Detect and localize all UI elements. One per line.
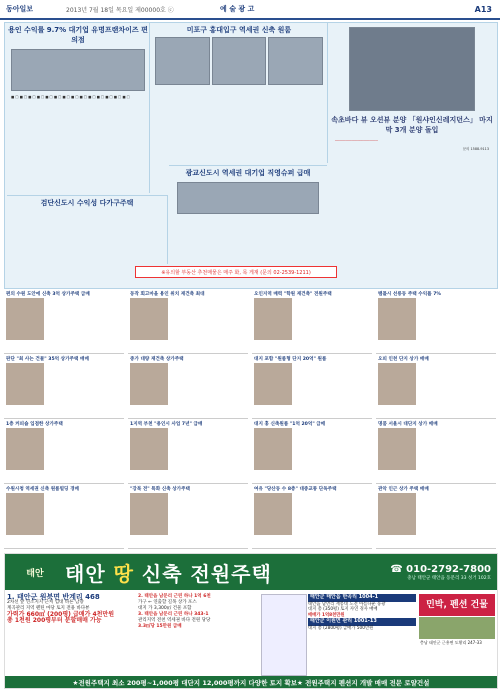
list-item: 뱀틀시 선릉동 주택 수익률 7% xyxy=(376,290,496,354)
issue-date: 2013년 7월 18일 목요일 제00000호 ⓒ xyxy=(66,6,174,14)
ad-headline: 태안 땅 신축 전원주택 xyxy=(65,561,272,586)
photo xyxy=(177,182,319,214)
paper-logo: 동아일보 xyxy=(6,5,34,13)
photo xyxy=(254,493,292,535)
list-item: 여유 "당산동 수 8층" 대중교통 단독주택 xyxy=(252,485,372,549)
masthead xyxy=(0,0,500,20)
location-map xyxy=(261,594,307,676)
featured-box-1-title: 용인 수익률 9.7% 대기업 유명프랜차이즈 편의점 xyxy=(8,26,148,44)
photo xyxy=(254,428,292,470)
list-item: 대지 포함 "원룸형 단지 20억" 원룸 xyxy=(252,355,372,419)
featured-box-2-title: 미포구 홍대입구 역세권 신축 원룸 xyxy=(186,26,292,34)
ad-offer-3: 태안군 태안읍 반곡리 1004-1 태안읍 남면리 재봉대 도전 아름다운 풍광 대지 총 (350평) 토지 자연 경사 매매 매매가 1억8천만원 태안군 이원면 관리 1001-13 대지 총 (2800평) 급매가 500만원 xyxy=(308,594,416,674)
body-text: ■ □ ■ □ ■ □ ■ □ ■ □ ■ □ ■ □ ■ □ ■ □ ■ □ ■ □ ■ □ ■ □ ■ □ xyxy=(11,95,130,99)
pension-location: 충남 태안군 근흥면 도황리 247-33 xyxy=(420,640,482,645)
list-item: 관악 인근 상가 주택 매매 xyxy=(376,485,496,549)
ad-offer-2: 2. 태안읍 남문리 근린 하나 1억 6천 가구 ← 연출할 길목 상가 포스 대지 가 3,300㎡ 건물 포함 3. 태안읍 남문리 근린 하나 343-1 관리지역 전천 역세권 바다 전원 당당 3.3㎡당 15만원 급매 xyxy=(138,594,211,629)
photo xyxy=(155,37,210,85)
list-item: "강북 전" 특화 신축 상가주택 xyxy=(128,485,248,549)
photo xyxy=(6,298,44,340)
list-item: 오피 인천 단지 상가 매매 xyxy=(376,355,496,419)
list-item: 수원시청 역세권 신축 원룸빌딩 경매 xyxy=(4,485,124,549)
page-number: A13 xyxy=(474,4,492,14)
list-item: 동작 회고마을 용인 위치 재건축 최대 xyxy=(128,290,248,354)
pension-title: 민박, 펜션 건물 xyxy=(419,594,495,616)
ad-banner xyxy=(5,554,497,590)
list-item: 명품 서울시 대단지 상가 매매 xyxy=(376,420,496,484)
featured-box-5 xyxy=(329,23,495,263)
photo xyxy=(378,428,416,470)
photo xyxy=(11,49,145,91)
list-item: 편의 수원 도안에 신축 3억 상가주택 급매 xyxy=(4,290,124,354)
featured-box-4-title: 광교신도시 역세권 대기업 직영슈퍼 급매 xyxy=(185,169,311,177)
featured-box-5-title: 속초바다 뷰 오션뷰 분양 「원샤인신레지던스」 마지막 3개 분양 돌입 xyxy=(331,116,493,134)
photo xyxy=(6,428,44,470)
pension-photo xyxy=(419,617,495,639)
photo xyxy=(254,298,292,340)
ad-offer-1: 1. 태안군 원북면 반계리 468 2차선 앞 연소지지 근처 임대 바른 남향 계곡관리 지역 펜틴 마당 토지 전용 바다뷰 가력가 660㎡ (200평) 급매가 4천만원 총 1천원 200평부터 분할매매 가능 xyxy=(7,593,115,624)
list-item: 1지역 부천 "용인시 사업 7년" 급매 xyxy=(128,420,248,484)
photo xyxy=(268,37,323,85)
contact: 문의 1588-9113 xyxy=(462,147,489,152)
building-photo xyxy=(349,27,475,111)
photo xyxy=(254,363,292,405)
photo xyxy=(6,493,44,535)
notice-banner: ※유의할 부동산 추천매물은 매주 화, 목 게재 (문의 02-2539-1211) xyxy=(135,266,337,278)
photo xyxy=(378,298,416,340)
taean-land-advertisement xyxy=(4,553,498,689)
photo xyxy=(6,363,44,405)
photo xyxy=(378,493,416,535)
listing-grid xyxy=(4,290,496,550)
list-item: 판단 "최 사는 건물" 35억 상가주택 매매 xyxy=(4,355,124,419)
photo xyxy=(378,363,416,405)
ad-phone: ☎ 010-2792-7800 충남 태안군 태안읍 동문리 33 성거 102호 xyxy=(390,563,491,581)
ad-pension xyxy=(419,594,495,674)
photo xyxy=(130,428,168,470)
section-title: 예 술 광 고 xyxy=(220,5,255,13)
brand-logo: 태안 xyxy=(26,568,44,579)
featured-box-2 xyxy=(151,23,328,163)
list-item: 대지 홍 신축원룸 "1억 20억" 급매 xyxy=(252,420,372,484)
ad-footer: ★전원주택지 최소 200평~1,000평 대단지 12,000평까지 다양한 토지 확보★ 전원주택지 펜션지 개발 매매 전문 로얄건설 xyxy=(5,676,497,688)
list-item: 1층 커피숍 입점한 상가주택 xyxy=(4,420,124,484)
featured-listings-section xyxy=(4,22,498,289)
photo xyxy=(130,493,168,535)
body-text: ───────────────────── xyxy=(335,139,378,143)
list-item: 중가 대량 재건축 상가주택 xyxy=(128,355,248,419)
featured-box-1 xyxy=(7,23,150,193)
featured-box-3 xyxy=(7,195,168,264)
list-item: 오인지역 매력 "학원 재건축" 전원주택 xyxy=(252,290,372,354)
featured-box-4 xyxy=(169,165,327,264)
photo xyxy=(130,298,168,340)
photo xyxy=(130,363,168,405)
featured-box-3-title: 검단신도시 수익성 다가구주택 xyxy=(40,199,134,207)
photo xyxy=(212,37,267,85)
